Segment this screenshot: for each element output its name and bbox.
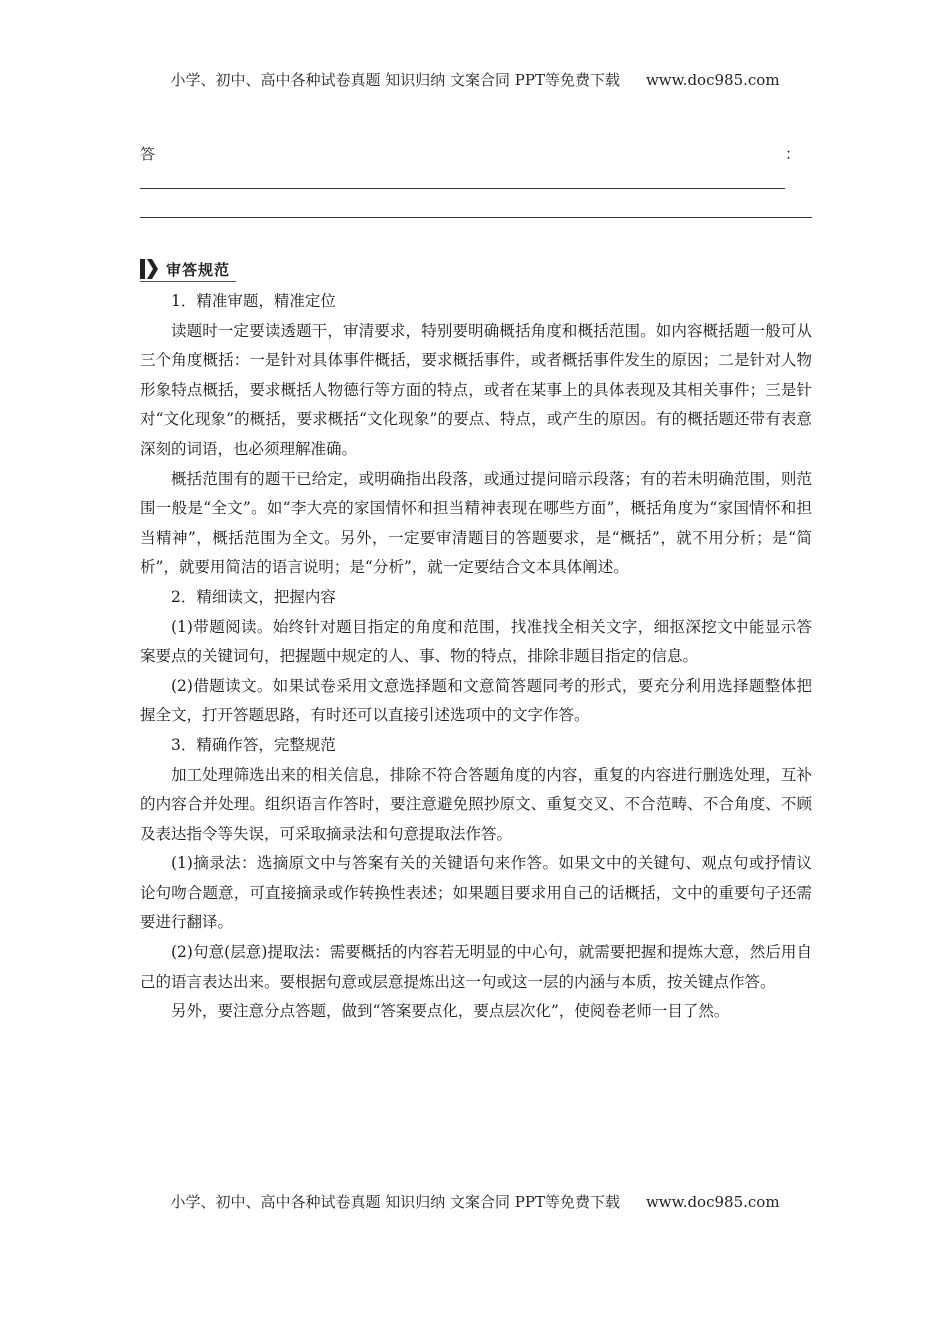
paragraph-3: (1)带题阅读。始终针对题目指定的角度和范围，找准找全相关文字，细抠深挖文中能显示答案要点的关键词句，把握题中规定的人、事、物的特点，排除非题目指定的信息。 xyxy=(140,617,812,666)
main-content xyxy=(140,287,812,1027)
answer-line-2 xyxy=(140,217,812,218)
section-marker-icon xyxy=(140,259,158,279)
paragraph-7: (2)句意(层意)提取法：需要概括的内容若无明显的中心句，就需要把握和提炼大意，然后用自己的语言表达出来。要根据句意或层意提炼出这一句或这一层的内涵与本质，按关键点作答。 xyxy=(140,943,812,991)
answer-line-1 xyxy=(140,188,785,189)
page-footer xyxy=(0,1191,950,1212)
footer-tagline: 小学、初中、高中各种试卷真题 知识归纳 文案合同 PPT等免费下载 xyxy=(170,1193,620,1211)
header-tagline: 小学、初中、高中各种试卷真题 知识归纳 文案合同 PPT等免费下载 xyxy=(170,71,620,89)
paragraph-8: 另外，要注意分点答题，做到“答案要点化，要点层次化”，使阅卷老师一目了然。 xyxy=(171,1002,730,1021)
answer-colon: ： xyxy=(784,145,800,163)
section-underline xyxy=(140,281,236,282)
answer-label: 答 xyxy=(140,145,156,163)
paragraph-1: 读题时一定要读透题干，审清要求，特别要明确概括角度和概括范围。如内容概括题一般可从三个角度概括：一是针对具体事件概括，要求概括事件，或者概括事件发生的原因；二是针对人物形象特点概括，要求概括人物德行等方面的特点，或者在某事上的具体表现及其相关事件；三是针对“文化现象”的概括，要求概括“文化现象”的要点、特点，或产生的原因。有的概括题还带有表意深刻的词语，也必须理解准确。 xyxy=(140,321,812,458)
page-header xyxy=(0,69,950,90)
header-site-link[interactable]: www.doc985.com xyxy=(645,71,780,89)
heading-1: 1．精准审题，精准定位 xyxy=(171,292,336,310)
heading-3: 3．精确作答，完整规范 xyxy=(171,735,336,754)
paragraph-4: (2)借题读文。如果试卷采用文意选择题和文意简答题同考的形式，要充分利用选择题整体把握全文，打开答题思路，有时还可以直接引述选项中的文字作答。 xyxy=(140,676,812,725)
paragraph-2: 概括范围有的题干已给定，或明确指出段落，或通过提问暗示段落；有的若未明确范围，则范围一般是“全文”。如“李大亮的家国情怀和担当精神表现在哪些方面”，概括角度为“家国情怀和担当精神”，概括范围为全文。另外，一定要审清题目的答题要求，是“概括”，就不用分析；是“简析”，就要用简洁的语言说明；是“分析”，就一定要结合文本具体阐述。 xyxy=(140,469,812,577)
footer-site-link[interactable]: www.doc985.com xyxy=(645,1193,780,1211)
section-heading xyxy=(140,257,290,281)
paragraph-5: 加工处理筛选出来的相关信息，排除不符合答题角度的内容，重复的内容进行删选处理，互补的内容合并处理。组织语言作答时，要注意避免照抄原文、重复交叉、不合范畴、不合角度、不顾及表达指令等失误，可采取摘录法和句意提取法作答。 xyxy=(140,765,812,843)
section-title: 审答规范 xyxy=(166,261,231,279)
answer-row xyxy=(140,143,812,167)
paragraph-6: (1)摘录法：选摘原文中与答案有关的关键语句来作答。如果文中的关键句、观点句或抒情议论句吻合题意，可直接摘录或作转换性表述；如果题目要求用自己的话概括，文中的重要句子还需要进行翻译。 xyxy=(140,854,812,932)
heading-2: 2．精细读文，把握内容 xyxy=(171,587,336,606)
